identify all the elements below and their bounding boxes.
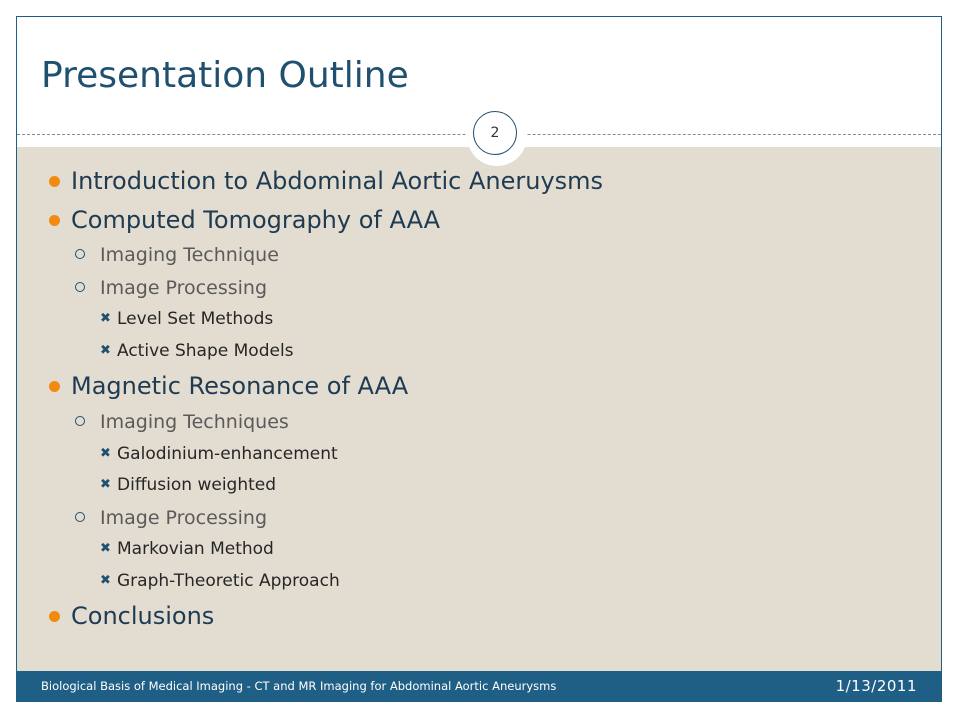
filled-circle-bullet-icon bbox=[49, 381, 60, 392]
outline-item-text: Imaging Techniques bbox=[100, 410, 289, 433]
hollow-circle-bullet-icon bbox=[75, 512, 85, 522]
outline-list bbox=[17, 162, 941, 636]
outline-item bbox=[17, 162, 941, 201]
x-bullet-icon: ✖ bbox=[100, 342, 111, 358]
hollow-circle-bullet-icon bbox=[75, 416, 85, 426]
outline-item-text: Galodinium-enhancement bbox=[117, 443, 338, 464]
page-number: 2 bbox=[490, 125, 500, 141]
outline-item-text: Image Processing bbox=[100, 506, 268, 529]
outline-item-text: Conclusions bbox=[71, 602, 215, 631]
footer-bar bbox=[17, 671, 941, 701]
outline-subsubitem bbox=[17, 304, 941, 336]
slide-frame bbox=[16, 16, 942, 702]
outline-item bbox=[17, 367, 941, 406]
page-number-badge bbox=[473, 111, 517, 155]
outline-subsubitem bbox=[17, 534, 941, 566]
outline-subitem bbox=[17, 239, 941, 272]
outline-subitem bbox=[17, 406, 941, 439]
x-bullet-icon: ✖ bbox=[100, 477, 111, 493]
footer-title: Biological Basis of Medical Imaging - CT and MR Imaging for Abdominal Aortic Aneurysms bbox=[41, 679, 557, 693]
outline-item bbox=[17, 597, 941, 636]
filled-circle-bullet-icon bbox=[49, 176, 60, 187]
x-bullet-icon: ✖ bbox=[100, 445, 111, 461]
hollow-circle-bullet-icon bbox=[75, 282, 85, 292]
outline-item-text: Imaging Technique bbox=[100, 244, 279, 266]
outline-subsubitem bbox=[17, 439, 941, 471]
outline-item-text: Active Shape Models bbox=[117, 340, 294, 361]
outline-subitem bbox=[17, 272, 941, 305]
outline-subsubitem bbox=[17, 566, 941, 598]
footer-date: 1/13/2011 bbox=[835, 677, 917, 695]
outline-subsubitem bbox=[17, 336, 941, 368]
outline-item-text: Introduction to Abdominal Aortic Aneruysms bbox=[71, 167, 604, 195]
outline-item-text: Image Processing bbox=[100, 276, 268, 299]
outline-item-text: Diffusion weighted bbox=[117, 475, 277, 496]
outline-item-text: Magnetic Resonance of AAA bbox=[71, 372, 409, 401]
outline-item-text: Computed Tomography of AAA bbox=[71, 205, 441, 234]
outline-item-text: Level Set Methods bbox=[117, 309, 274, 330]
outline-item bbox=[17, 201, 941, 240]
outline-item-text: Markovian Method bbox=[117, 539, 274, 560]
outline-item-text: Graph-Theoretic Approach bbox=[117, 570, 340, 591]
hollow-circle-bullet-icon bbox=[75, 249, 85, 259]
x-bullet-icon: ✖ bbox=[100, 572, 111, 588]
slide-title: Presentation Outline bbox=[41, 55, 409, 96]
filled-circle-bullet-icon bbox=[49, 215, 60, 226]
outline-subsubitem bbox=[17, 470, 941, 502]
x-bullet-icon: ✖ bbox=[100, 311, 111, 327]
x-bullet-icon: ✖ bbox=[100, 541, 111, 557]
outline-subitem bbox=[17, 502, 941, 535]
filled-circle-bullet-icon bbox=[49, 611, 60, 622]
